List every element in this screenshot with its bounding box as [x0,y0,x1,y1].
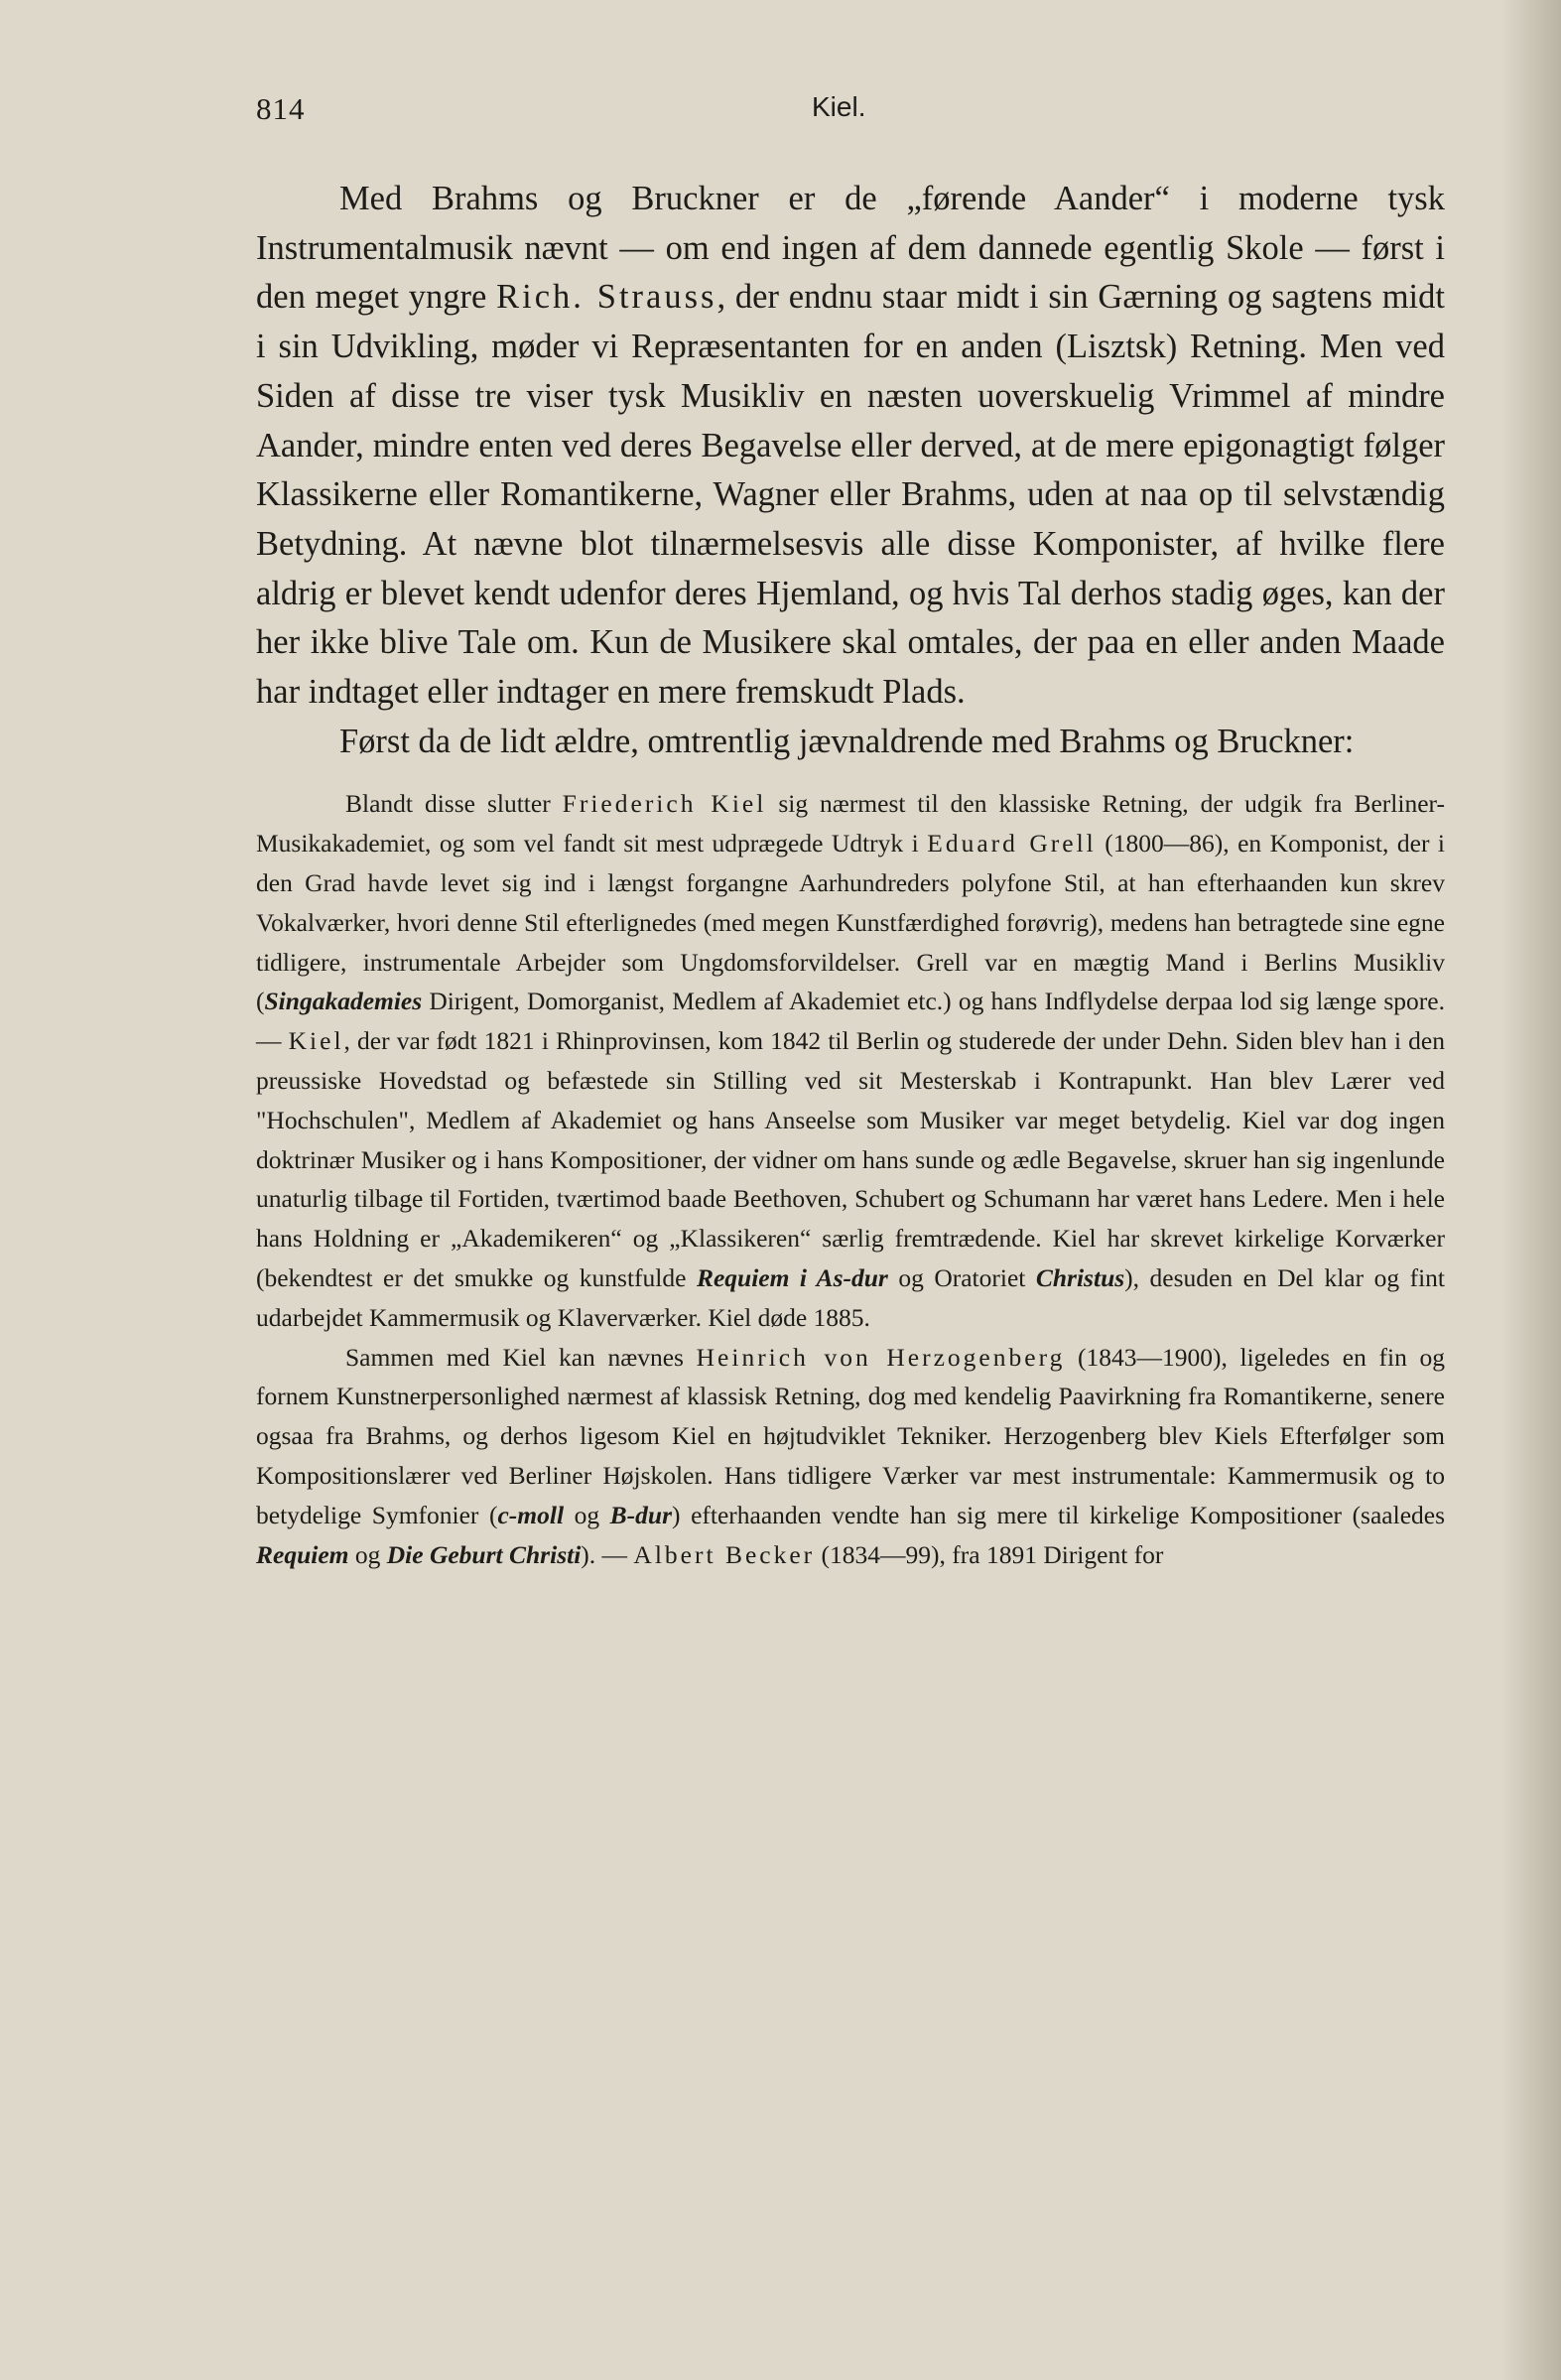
work-title-requiem-2: Requiem [256,1539,349,1569]
paragraph-intro [256,175,1445,718]
text-run: og [564,1500,610,1529]
work-title-singakademie: Singakademies [264,987,423,1016]
text-run: og [348,1539,387,1569]
text-run: , der endnu staar midt i sin Gærning og sagtens midt i sin Udvikling, møder vi Repræsentanten for en anden (Lisztsk) Retning. Men ved Siden af disse tre viser tysk Musikliv en næsten uoverskuelig Vrimmel af mindre Aander, mindre enten ved deres Begavelse eller derved, at de mere epigonagtigt følger Klassikerne eller Romantikerne, Wagner eller Brahms, uden at naa op til selvstændig Betydning. At nævne blot tilnærmelsesvis alle disse Komponister, af hvilke flere aldrig er blevet kendt udenfor deres Hjemland, og hvis Tal derhos stadig øges, kan der her ikke blive Tale om. Kun de Musikere skal omtales, der paa en eller anden Maade har indtaget eller indtager en mere fremskudt Plads. [256,278,1445,712]
page-header [256,91,1447,131]
person-name-grell: Eduard Grell [927,829,1097,859]
paragraph-transition [256,718,1445,767]
text-run: sig nærmest til den klassiske Retning, der udgik fra Berliner-Musikakademiet, og som vel fandt sit mest udprægede Udtryk i [256,789,1446,859]
text-run: Blandt disse slutter [345,789,563,819]
spacer [256,766,1445,784]
work-title-christus: Christus [1035,1263,1125,1292]
work-title-c-moll: c-moll [497,1500,565,1529]
text-run: Først da de lidt ældre, omtrentlig jævnaldrende med Brahms og Bruckner: [339,722,1355,760]
person-name-kiel: Friederich Kiel [562,789,767,819]
work-title-requiem: Requiem i As-dur [696,1263,888,1292]
text-run: (1834—99), fra 1891 Dirigent for [815,1539,1164,1569]
text-run: , der var født 1821 i Rhinprovinsen, kom 1842 til Berlin og studerede der under Dehn. Siden blev han i den preussiske Hovedstad og befæstede sin Stilling ved sit Mesterskab i Kontrapunkt. Han blev Lærer ved "Hochschulen", Medlem af Akademiet og hans Anseelse som Musiker var meget betydelig. Kiel var dog ingen doktrinær Musiker og i hans Kompositioner, der vidner om hans sunde og ædle Begavelse, skruer han sig ingenlunde unaturlig tilbage til Fortiden, tværtimod baade Beethoven, Schubert og Schumann har været hans Ledere. Men i hele hans Holdning er „Akademikeren“ og „Klassikeren“ særlig fremtrædende. Kiel har skrevet kirkelige Korværker (bekendtest er det smukke og kunstfulde [256,1026,1445,1292]
text-run: og Oratoriet [887,1263,1036,1292]
work-title-b-dur: B-dur [609,1500,673,1529]
text-run: (1843—1900), ligeledes en fin og fornem Kunstnerpersonlighed nærmest af klassisk Retning, dog med kendelig Paavirkning fra Romantikerne, senere ogsaa fra Brahms, og derhos ligesom Kiel en højtudviklet Tekniker. Herzogenberg blev Kiels Efterfølger som Kompositionslærer ved Berliner Højskolen. Hans tidligere Værker var mest instrumentale: Kammermusik og to betydelige Symfonier ( [256,1342,1445,1529]
work-title-geburt-christi: Die Geburt Christi [386,1539,582,1569]
body-text [256,175,1445,1574]
page-edge-shadow [1501,0,1561,2380]
text-run: ) efterhaanden vendte han sig mere til kirkelige Kompositioner (saaledes [672,1500,1446,1529]
person-name-becker: Albert Becker [633,1539,816,1569]
person-name-herzogenberg: Heinrich von Herzogenberg [696,1342,1066,1372]
paragraph-herzogenberg [256,1338,1445,1575]
paragraph-kiel [256,784,1445,1337]
text-run: Sammen med Kiel kan nævnes [345,1342,697,1372]
running-head: Kiel. [812,91,866,122]
person-name-kiel-2: Kiel [288,1026,344,1056]
page-number: 814 [256,91,306,126]
text-run: ), desuden en Del klar og fint udarbejdet Kammermusik og Klaverværker. Kiel døde 1885. [256,1263,1445,1332]
text-run: Dirigent, Domorganist, Medlem af Akademiet etc.) og hans Indflydelse derpaa lod sig længe spore. — [256,987,1445,1056]
person-name-strauss: Rich. Strauss [496,278,717,317]
text-run: Med Brahms og Bruckner er de „førende Aander“ i moderne tysk Instrumentalmusik nævnt — om end ingen af dem dannede egentlig Skole — først i den meget yngre [256,180,1445,317]
text-run: (1800—86), en Komponist, der i den Grad havde levet sig ind i længst forgangne Aarhundreders polyfone Stil, at han efterhaanden kun skrev Vokalværker, hvori denne Stil efterlignedes (med megen Kunstfærdighed forøvrig), medens han betragtede sine egne tidligere, instrumentale Arbejder som Ungdomsforvildelser. Grell var en mægtig Mand i Berlins Musikliv ( [256,829,1446,1016]
text-run: ). — [581,1539,634,1569]
